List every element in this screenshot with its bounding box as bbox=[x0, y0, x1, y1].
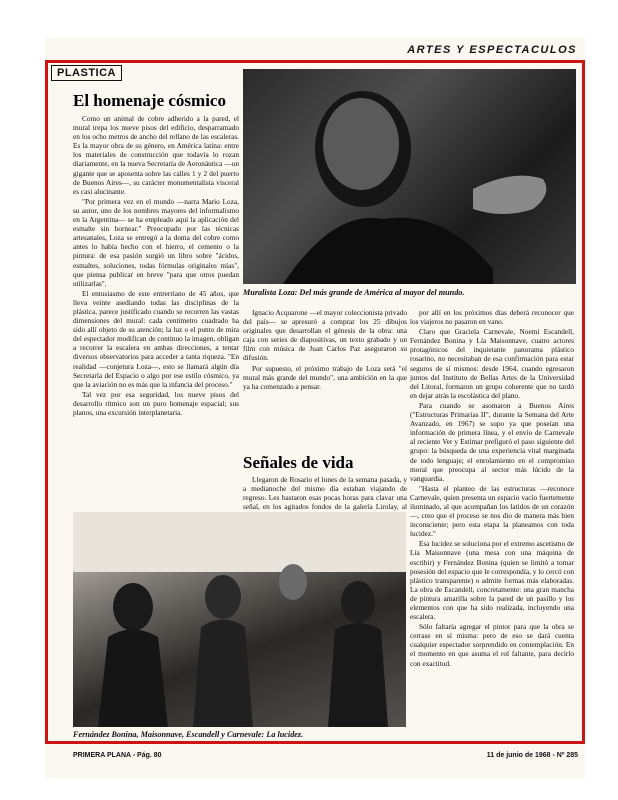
group-photo bbox=[73, 512, 406, 727]
article2-paragraph: Sólo faltaría agregar el pintor para que la obra se cerrase en sí misma: pero de eso se dará cuenta cualquier espectador sorprendido en contemplación. En el momento en que asuma el rol faltante, para decirlo con exactitud. bbox=[410, 622, 574, 668]
photo2-caption: Fernández Bonina, Maisonnave, Escandell y Carnevale: La lucidez. bbox=[73, 730, 304, 739]
article2-column2 bbox=[410, 308, 574, 743]
article2-paragraph: por allí en los próximos días deberá reconocer que los viajeros no pasaron en vano. bbox=[410, 308, 574, 327]
group-photo-illustration bbox=[73, 512, 406, 727]
article1-column2 bbox=[243, 308, 407, 448]
article1-column1 bbox=[73, 114, 239, 512]
article2-paragraph: Esa lucidez se soluciona por el extremo ascetismo de Lía Maisonnave (una mesa con una máquina de escribir) y Fernández Bonina (quien se limitó a tomar posesión del espacio que le correspondía, y lo cercó con plástico transparente) o admite formas más elaboradas. La obra de Escandell, concretamente: una gran mancha de pintura amarilla sobre la pared de un pasillo y los elementos con que ha sido realizada, incluyendo una escalera. bbox=[410, 539, 574, 622]
article1-paragraph: Tal vez por esa seguridad, los nueve pisos del desarrollo rítmico son un puro homenaje espacial; sus planos, una excursión interplanetaria. bbox=[73, 389, 239, 417]
footer-publication: PRIMERA PLANA - Pág. 80 bbox=[73, 752, 162, 759]
footer-date-issue: 11 de junio de 1968 - Nº 285 bbox=[486, 752, 578, 759]
article2-title: Señales de vida bbox=[243, 453, 354, 472]
article2-paragraph: Llegaron de Rosario el lunes de la semana pasada, y a medianoche del mismo día estaban viajando de regreso. Les bastaron esas pocas horas para clavar una señal, en los agitados fondos de la galería Lirolay, al bbox=[243, 475, 407, 512]
article1-paragraph: "Por primera vez en el mundo —narra Mario Loza, su autor, uno de los nombres mayores del informalismo en la Argentina— se ha empleado aquí la aplicación del esmalte sin hornear." Preocupado por las técnicas artesanales, Loza se entregó a la doma del cobre como antes lo había hecho con el hierro, el cemento o la pintura: de esa pasión surgió un libro sobre "ácidos, esmaltes, soluciones, todas fórmulas originales mías", que piensa publicar en breve "para que otros puedan utilizarlas". bbox=[73, 196, 239, 288]
section-badge: PLASTICA bbox=[51, 65, 122, 81]
article1-paragraph: El entusiasmo de este entrerriano de 45 años, que lleva veinte asediando todas las disciplinas de la plástica, parece justificado cuando se recorren las vastas dimensiones del mural: cada centímetro cuadrado ha sido allí objeto de su atención; la luz o el punto de mira del espectador modifican de continuo la imagen, obligan a recorrer la escalera en ambas direcciones, a tentar diversos observatorios para acceder a tanta riqueza. "En realidad —conjetura Loza—, esto se llamará algún día Secretaría del Espacio o algo por ese estilo cósmico, ya que la aviación no es más que la infancia del proceso." bbox=[73, 288, 239, 389]
article2-paragraph: Para cuando se asomaron a Buenos Aires ("Estructuras Primarias II", durante la Semana del Arte Avanzado, en 1967) se supo ya que poseían una información de primera línea, y el envío de Carnevale al reciente Ver y Estimar prefiguró el paso siguiente del grupo: la búsqueda de una experiencia vital marginada de todo lenguaje; el enrolamiento en el compromiso moral que preocupa al sector más lúcido de la vanguardia. bbox=[410, 400, 574, 483]
portrait-photo-illustration bbox=[243, 69, 576, 284]
article1-paragraph: Ignacio Acquarone —el mayor coleccionista privado del país— se apresuró a comprar los 25 dibujos originales que desarrollan el génesis de la obra: una caja con series de diapositivas, un texto grabado y un film con música de Juan Carlos Paz aseguraron su difusión. bbox=[243, 308, 407, 363]
photo1-caption: Muralista Loza: Del más grande de América al mayor del mundo. bbox=[243, 288, 465, 297]
portrait-photo bbox=[243, 69, 576, 284]
article1-title: El homenaje cósmico bbox=[73, 91, 226, 110]
article1-paragraph: Por supuesto, el próximo trabajo de Loza será "el mural más grande del mundo", una ambición en la que ya ha comenzado a pensar. bbox=[243, 363, 407, 391]
article2-paragraph: Claro que Graciela Carnevale, Noemí Escandell, Fernández Bonina y Lía Maisonnave, cuatro actores protagónicos del inquietante panorama plástico rosarino, no necesitaban de esa confirmación para estar seguros de sí mismos: desde 1964, cuando egresaron juntos del Instituto de Bellas Artes de la Universidad del Litoral, formaron un grupo coherente que no tardó en dejar atrás la escolástica del plano. bbox=[410, 327, 574, 400]
article2-paragraph: "Hasta el planteo de las estructuras —reconoce Carnevale, quien presenta un espacio vacío fuertemente iluminado, al que acompañan los latidos de un corazón—, creo que el proceso se nos dio de manera más bien inconsciente; pero esta etapa la planeamos con toda lucidez." bbox=[410, 483, 574, 539]
article1-paragraph: Como un animal de cobre adherido a la pared, el mural trepa los nueve pisos del edificio, desparramado en los ocho metros de ancho del rellano de las escaleras. Es la mayor obra de su género, en América latina: entre los materiales de construcción que todavía lo rozan diariamente, en la nueva Secretaría de Aeronáutica —un gigante que se aposenta sobre las calles 1 y 2 del puerto de Buenos Aires—, su carácter monumentalista visceral es casi alucinante. bbox=[73, 114, 239, 196]
section-label: ARTES Y ESPECTACULOS bbox=[407, 44, 577, 56]
magazine-page bbox=[45, 38, 585, 778]
